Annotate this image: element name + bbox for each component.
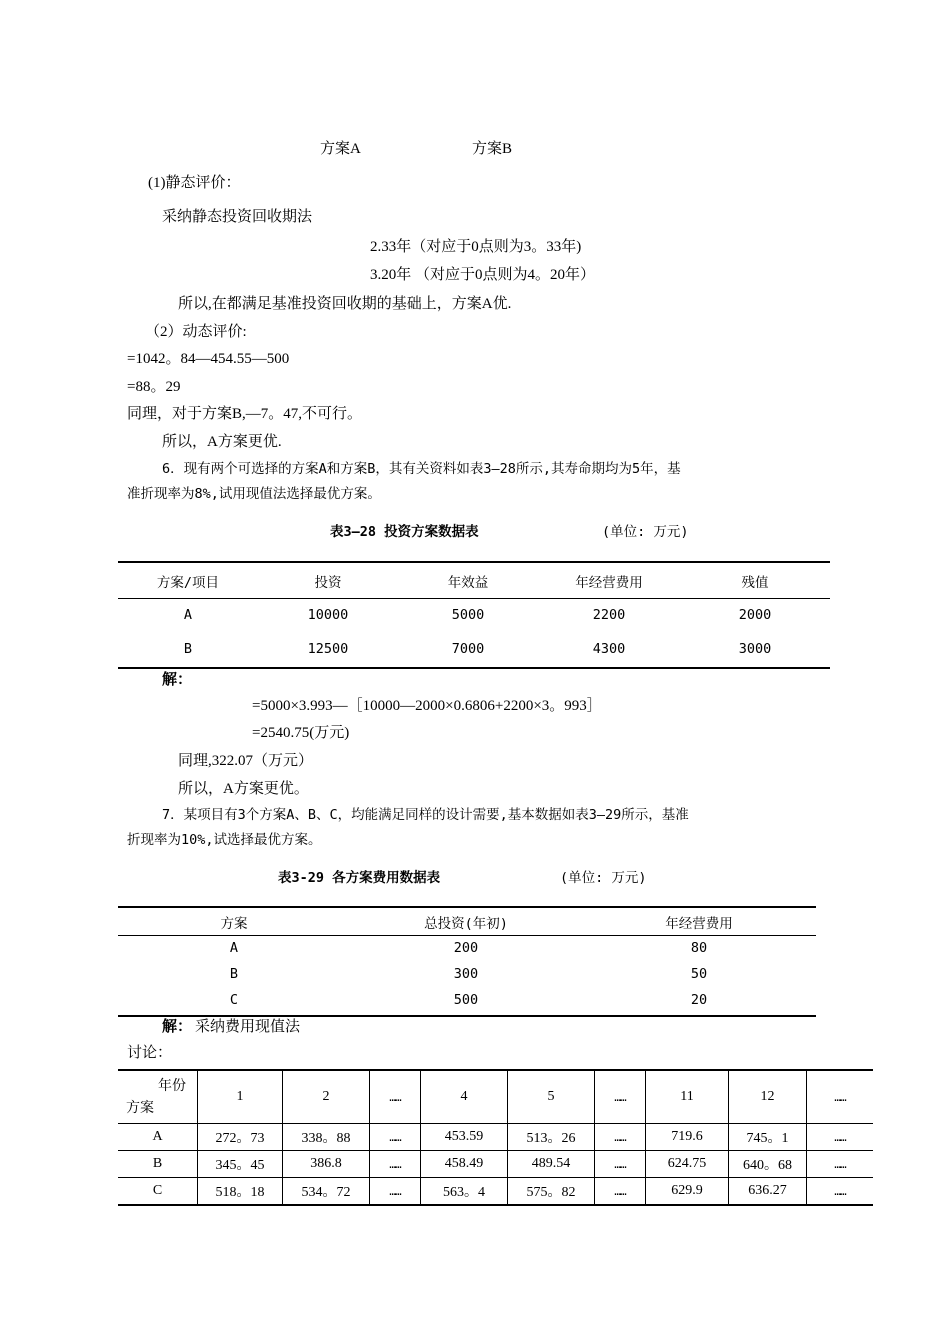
column-header: 年经营费用: [665, 915, 733, 932]
table-cell: ……: [807, 1178, 874, 1206]
solution-1-formula: =5000×3.993—［10000—2000×0.6806+2200×3。993］: [252, 698, 602, 714]
table-cell: 272。73: [198, 1124, 283, 1151]
table-cell: C: [229, 992, 239, 1008]
solution-1-label: 解：: [162, 672, 193, 688]
column-header: 投资: [314, 574, 342, 591]
table-cell: 534。72: [283, 1178, 370, 1206]
column-header: 年经营费用: [575, 574, 643, 591]
table-cell: ……: [595, 1151, 646, 1178]
year-header: 1: [198, 1070, 283, 1124]
column-header: 年效益: [447, 574, 489, 591]
table-cell: 3000: [738, 641, 772, 657]
payback-a-text: 2.33年（对应于0点则为3。33年): [370, 239, 582, 255]
table-cell: 4300: [592, 641, 626, 657]
question-6-line-1: 6．现有两个可选择的方案A和方案B，其有关资料如表3—28所示,其寿命期均为5年，基: [162, 461, 681, 477]
plan-b-heading: 方案B: [472, 141, 513, 157]
payback-b-text: 3.20年 （对应于0点则为4。20年）: [370, 267, 596, 283]
solution-2-label: 解：: [162, 1019, 193, 1035]
plan-cell: C: [118, 1178, 198, 1206]
table-cell: ……: [370, 1178, 421, 1206]
table-row: [118, 1178, 873, 1206]
discussion-label: 讨论：: [127, 1045, 173, 1061]
table-cell: 50: [690, 966, 708, 982]
table-1-bottom-rule: [118, 667, 830, 669]
plan-corner-label: 方案: [126, 1101, 154, 1116]
table-cell: 489.54: [508, 1151, 595, 1178]
cost-data-table: [118, 908, 816, 1013]
table-cell: B: [183, 641, 193, 657]
table-cell: A: [183, 607, 193, 623]
present-value-table: [118, 1069, 873, 1206]
year-header: 5: [508, 1070, 595, 1124]
solution-1-result: =2540.75(万元): [252, 725, 350, 741]
table-header-row: [118, 1070, 873, 1124]
column-header: 方案/项目: [156, 574, 220, 591]
year-header: 4: [421, 1070, 508, 1124]
year-header: ……: [807, 1070, 874, 1124]
static-conclusion-text: 所以,在都满足基准投资回收期的基础上，方案A优.: [178, 296, 512, 312]
year-header: 2: [283, 1070, 370, 1124]
table-row: [118, 1124, 873, 1151]
table-row: [118, 1151, 873, 1178]
table-cell: A: [229, 940, 239, 956]
table-cell: 2000: [738, 607, 772, 623]
table-cell: 5000: [451, 607, 485, 623]
npv-b-text: 同理，对于方案B,—7。47,不可行。: [127, 406, 363, 422]
year-header: ……: [370, 1070, 421, 1124]
year-header: ……: [595, 1070, 646, 1124]
table-cell: 575。82: [508, 1178, 595, 1206]
table-cell: 500: [453, 992, 479, 1008]
npv-a-formula: =1042。84—454.55—500: [127, 351, 290, 367]
table-cell: 386.8: [283, 1151, 370, 1178]
solution-1-conclusion: 所以，A方案更优。: [178, 781, 309, 797]
static-method-text: 采纳静态投资回收期法: [162, 209, 313, 225]
table-row: [118, 935, 816, 961]
table-cell: ……: [595, 1124, 646, 1151]
table-1-unit: (单位: 万元): [602, 524, 689, 540]
table-cell: 745。1: [729, 1124, 807, 1151]
investment-plan-table: [118, 563, 830, 666]
table-cell: 513。26: [508, 1124, 595, 1151]
plan-a-heading: 方案A: [320, 141, 361, 157]
table-cell: 624.75: [646, 1151, 729, 1178]
dynamic-eval-heading: （2）动态评价:: [145, 324, 247, 340]
table-cell: 7000: [451, 641, 485, 657]
table-header-row: [118, 563, 830, 598]
question-7-line-1: 7．某项目有3个方案A、B、C，均能满足同样的设计需要,基本数据如表3—29所示，基准: [162, 807, 689, 823]
solution-1-plan-b: 同理,322.07（万元）: [178, 753, 314, 769]
year-corner-label: 年份: [158, 1079, 186, 1094]
header-corner-cell: [118, 1070, 198, 1124]
table-cell: 458.49: [421, 1151, 508, 1178]
table-row: [118, 632, 830, 666]
table-cell: 12500: [307, 641, 349, 657]
question-7-line-2: 折现率为10%,试选择最优方案。: [127, 832, 322, 848]
npv-a-result: =88。29: [127, 379, 181, 395]
plan-cell: A: [118, 1124, 198, 1151]
year-header: 11: [646, 1070, 729, 1124]
table-cell: 80: [690, 940, 708, 956]
table-cell: ……: [370, 1151, 421, 1178]
table-cell: 453.59: [421, 1124, 508, 1151]
table-header-row: [118, 908, 816, 935]
table-cell: 640。68: [729, 1151, 807, 1178]
table-cell: 300: [453, 966, 479, 982]
table-cell: 10000: [307, 607, 349, 623]
table-row: [118, 961, 816, 987]
table-cell: 2200: [592, 607, 626, 623]
table-cell: 719.6: [646, 1124, 729, 1151]
table-2-caption: 表3-29 各方案费用数据表: [278, 870, 441, 886]
table-cell: 563。4: [421, 1178, 508, 1206]
table-cell: 636.27: [729, 1178, 807, 1206]
question-6-line-2: 准折现率为8%,试用现值法选择最优方案。: [127, 486, 381, 502]
table-cell: ……: [807, 1151, 874, 1178]
table-cell: 338。88: [283, 1124, 370, 1151]
table-2-bottom-rule: [118, 1015, 816, 1017]
table-cell: 629.9: [646, 1178, 729, 1206]
table-row: [118, 598, 830, 632]
table-cell: ……: [595, 1178, 646, 1206]
table-cell: 200: [453, 940, 479, 956]
table-cell: 20: [690, 992, 708, 1008]
table-cell: B: [229, 966, 239, 982]
table-cell: ……: [370, 1124, 421, 1151]
plan-cell: B: [118, 1151, 198, 1178]
column-header: 总投资(年初): [424, 915, 508, 932]
solution-2-method: 采纳费用现值法: [195, 1019, 301, 1035]
dynamic-conclusion-text: 所以，A方案更优.: [162, 434, 282, 450]
table-cell: 518。18: [198, 1178, 283, 1206]
table-cell: 345。45: [198, 1151, 283, 1178]
table-row: [118, 987, 816, 1013]
column-header: 方案: [220, 915, 248, 932]
table-1-caption: 表3—28 投资方案数据表: [330, 524, 479, 540]
table-2-unit: (单位: 万元): [560, 870, 647, 886]
static-eval-heading: (1)静态评价：: [148, 175, 241, 191]
year-header: 12: [729, 1070, 807, 1124]
table-cell: ……: [807, 1124, 874, 1151]
column-header: 残值: [741, 574, 769, 591]
